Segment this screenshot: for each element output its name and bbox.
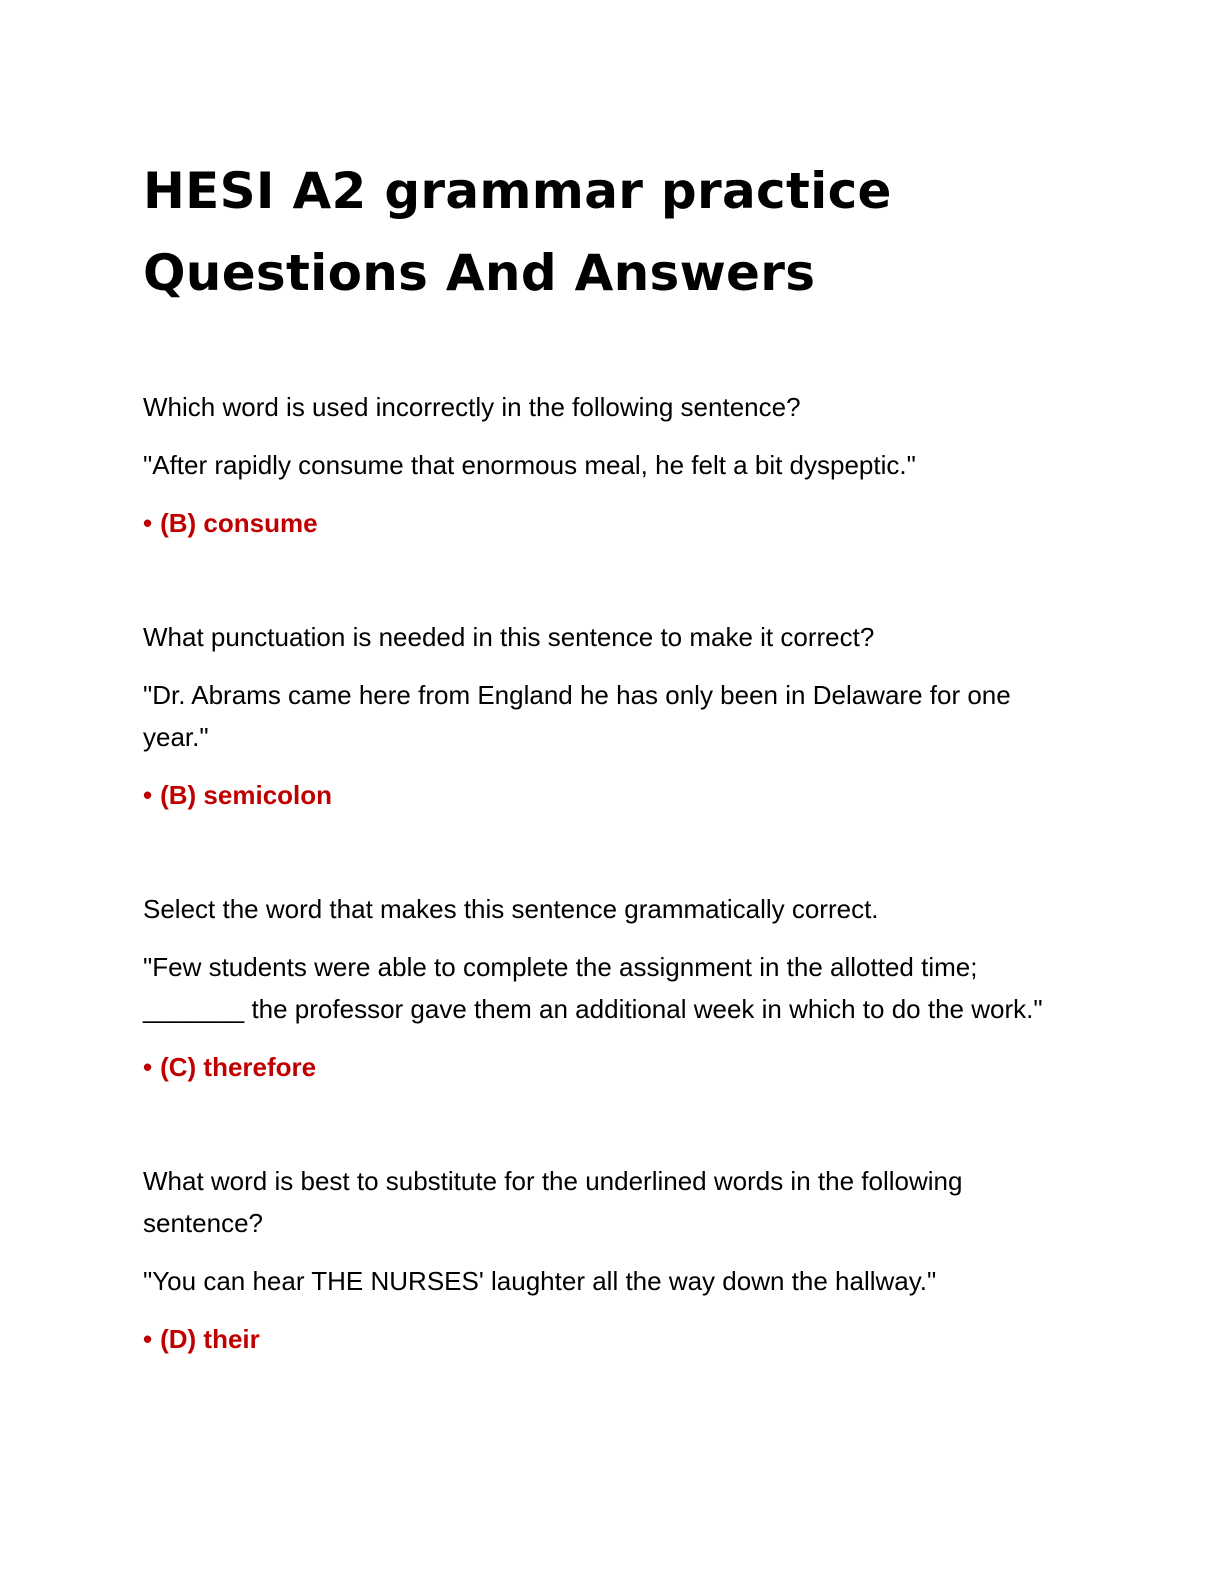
question-list — [143, 386, 1073, 1360]
answer-text: (B) semicolon — [160, 780, 333, 810]
question-text: What punctuation is needed in this sentence to make it correct? — [143, 622, 875, 652]
question-text: What word is best to substitute for the underlined words in the following sentence? — [143, 1166, 963, 1238]
document-content — [143, 150, 1073, 1360]
answer-text: (B) consume — [160, 508, 318, 538]
answer-line — [143, 1046, 1073, 1088]
bullet-icon: • — [143, 1052, 153, 1082]
answer-line — [143, 502, 1073, 544]
title-line-1: HESI A2 grammar practice — [143, 162, 892, 220]
question-sentence: "You can hear THE NURSES' laughter all the way down the hallway." — [143, 1266, 937, 1296]
question-sentence: "Few students were able to complete the assignment in the allotted time; _______ the professor gave them an additional week in which to do the work." — [143, 952, 1043, 1024]
question-item — [143, 1160, 1073, 1360]
question-text: Which word is used incorrectly in the following sentence? — [143, 392, 801, 422]
bullet-icon: • — [143, 1324, 153, 1354]
question-item — [143, 386, 1073, 544]
bullet-icon: • — [143, 780, 153, 810]
answer-line — [143, 774, 1073, 816]
question-item — [143, 888, 1073, 1088]
title-line-2: Questions And Answers — [143, 244, 816, 302]
question-item — [143, 616, 1073, 816]
bullet-icon: • — [143, 508, 153, 538]
answer-text: (C) therefore — [160, 1052, 317, 1082]
question-sentence: "Dr. Abrams came here from England he has only been in Delaware for one year." — [143, 680, 1011, 752]
answer-line — [143, 1318, 1073, 1360]
answer-text: (D) their — [160, 1324, 260, 1354]
question-sentence: "After rapidly consume that enormous meal, he felt a bit dyspeptic." — [143, 450, 916, 480]
page-title — [143, 150, 1073, 314]
question-text: Select the word that makes this sentence grammatically correct. — [143, 894, 879, 924]
